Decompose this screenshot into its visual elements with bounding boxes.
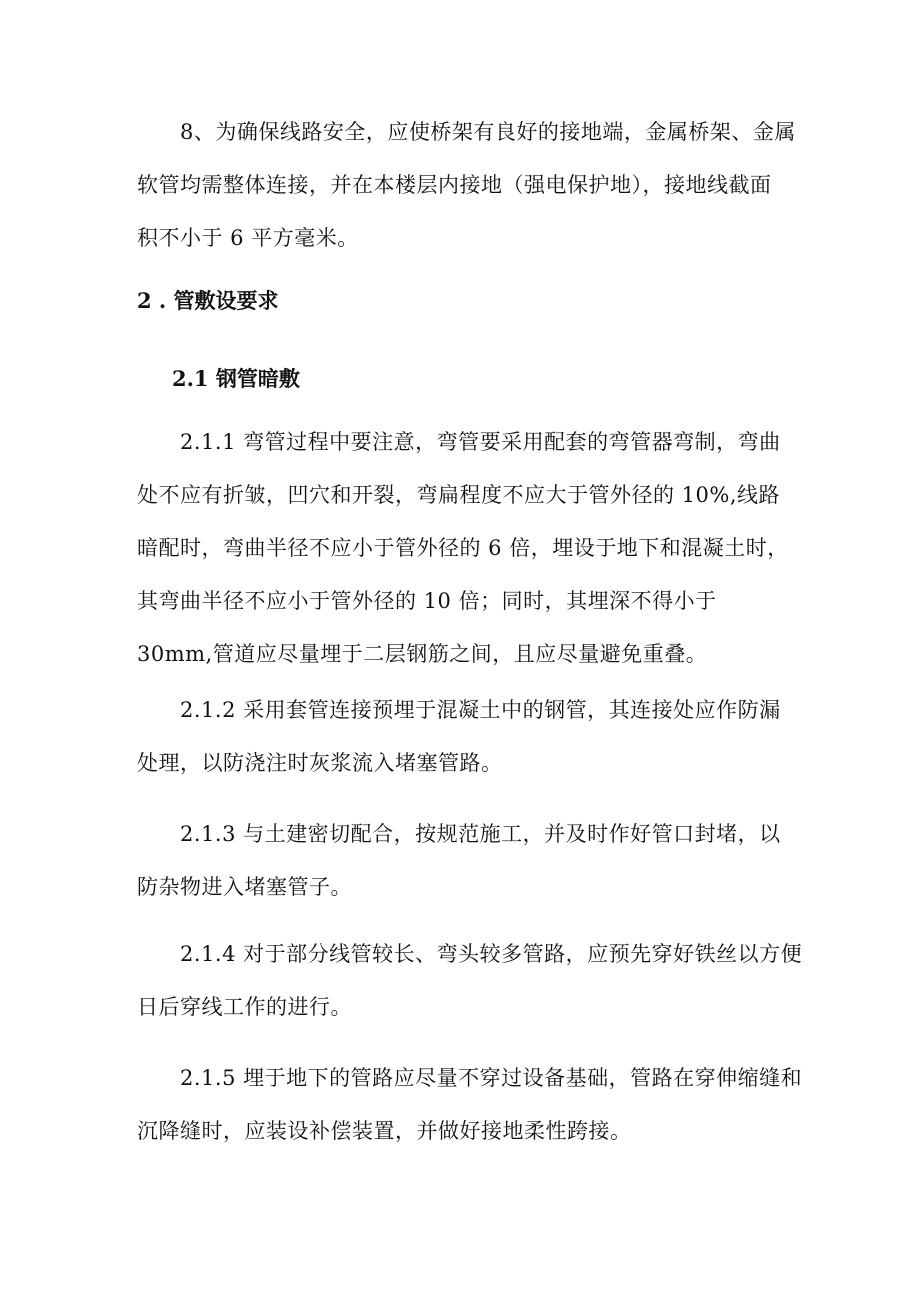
paragraph-2-1-1 <box>137 416 787 681</box>
paragraph-2-1-1-line-2: 处不应有折皱，凹穴和开裂，弯扁程度不应大于管外径的 10%,线路 <box>137 483 781 507</box>
paragraph-2-1-5-line-1: 2.1.5 埋于地下的管路应尽量不穿过设备基础，管路在穿伸缩缝和 <box>137 1066 803 1090</box>
paragraph-2-1-1-line-3: 暗配时，弯曲半径不应小于管外径的 6 倍，埋设于地下和混凝土时， <box>137 536 789 560</box>
paragraph-2-1-2-line-1: 2.1.2 采用套管连接预埋于混凝土中的钢管，其连接处应作防漏 <box>137 698 781 722</box>
paragraph-8-line-2: 软管均需整体连接，并在本楼层内接地（强电保护地），接地线截面 <box>137 173 772 197</box>
paragraph-2-1-5 <box>137 1052 803 1158</box>
paragraph-2-1-4-line-2: 日后穿线工作的进行。 <box>137 995 352 1019</box>
paragraph-2-1-3-line-2: 防杂物进入堵塞管子。 <box>137 875 352 899</box>
paragraph-2-1-4 <box>137 928 803 1034</box>
paragraph-2-1-3 <box>137 808 787 914</box>
paragraph-2-1-2 <box>137 684 787 790</box>
paragraph-2-1-3-line-1: 2.1.3 与土建密切配合，按规范施工，并及时作好管口封堵，以 <box>137 822 781 846</box>
section-heading-2: 2 . 管敷设要求 <box>137 288 279 313</box>
paragraph-2-1-5-line-2: 沉降缝时，应装设补偿装置，并做好接地柔性跨接。 <box>137 1119 632 1143</box>
section-heading-2-1: 2.1 钢管暗敷 <box>172 366 300 391</box>
paragraph-8-line-3: 积不小于 6 平方毫米。 <box>137 226 359 250</box>
paragraph-2-1-1-line-5: 30mm,管道应尽量埋于二层钢筋之间，且应尽量避免重叠。 <box>137 642 708 666</box>
paragraph-2-1-2-line-2: 处理，以防浇注时灰浆流入堵塞管路。 <box>137 751 503 775</box>
paragraph-8 <box>137 106 796 265</box>
paragraph-8-line-1: 8、为确保线路安全，应使桥架有良好的接地端，金属桥架、金属 <box>137 120 796 144</box>
paragraph-2-1-1-line-4: 其弯曲半径不应小于管外径的 10 倍；同时，其埋深不得小于 <box>137 589 717 613</box>
paragraph-2-1-4-line-1: 2.1.4 对于部分线管较长、弯头较多管路，应预先穿好铁丝以方便 <box>137 942 803 966</box>
paragraph-2-1-1-line-1: 2.1.1 弯管过程中要注意，弯管要采用配套的弯管器弯制，弯曲 <box>137 430 781 454</box>
